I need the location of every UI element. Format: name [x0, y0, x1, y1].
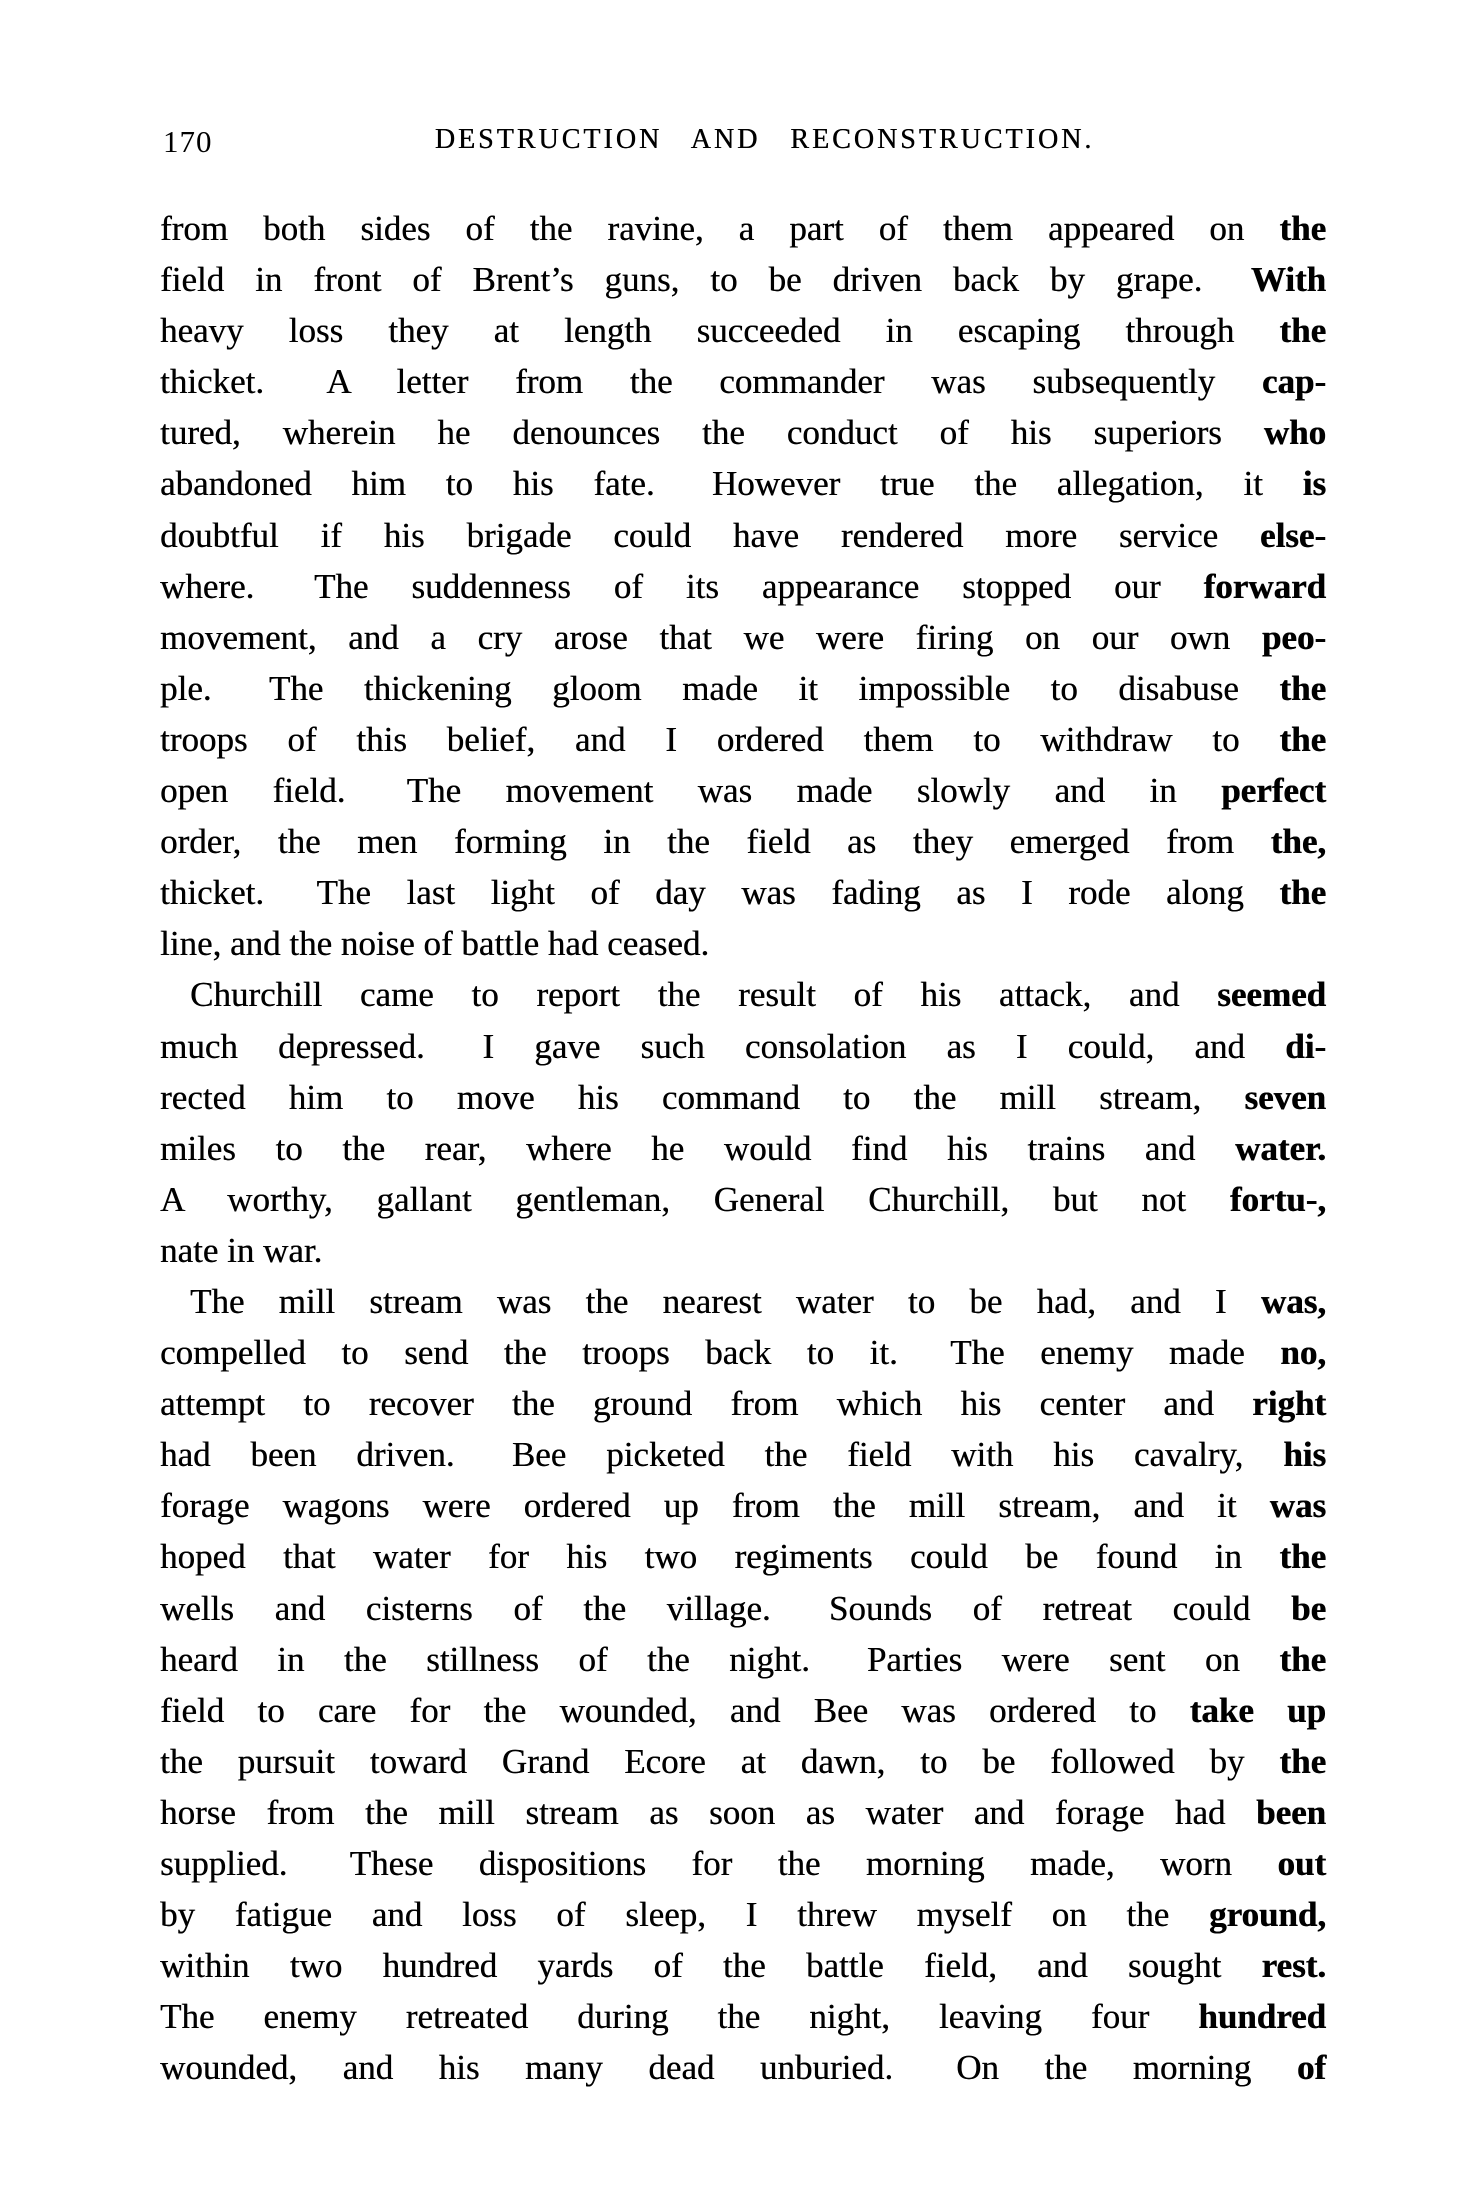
line-text: miles to the rear, where he would find his trains and: [160, 1128, 1235, 1168]
line-tail: peo-: [1261, 617, 1326, 657]
line-text: ple. The thickening gloom made it impossible to disabuse: [160, 668, 1280, 708]
line-text: where. The suddenness of its appearance stopped our: [160, 566, 1204, 606]
text-line: [160, 765, 1326, 816]
text-line: [160, 1123, 1326, 1174]
line-tail: forward: [1203, 566, 1326, 606]
line-text: wounded, and his many dead unburied. On the morning: [160, 2048, 1297, 2088]
text-line: [160, 1072, 1326, 1123]
text-line: [160, 510, 1326, 561]
line-tail: the: [1279, 1537, 1326, 1577]
line-tail: no,: [1280, 1333, 1326, 1373]
line-text: the pursuit toward Grand Ecore at dawn, to be followed by: [160, 1741, 1280, 1781]
running-title: DESTRUCTION AND RECONSTRUCTION.: [434, 124, 1095, 155]
line-text: field in front of Brent’s guns, to be driven back by grape.: [160, 260, 1251, 300]
line-text: line, and the noise of battle had ceased.: [160, 924, 710, 964]
line-tail: the,: [1270, 822, 1326, 862]
line-text: rected him to move his command to the mill stream,: [160, 1077, 1245, 1117]
line-text: The enemy retreated during the night, leaving four: [160, 1997, 1199, 2037]
text-line: [160, 561, 1326, 612]
line-text: horse from the mill stream as soon as water and forage had: [160, 1792, 1256, 1832]
line-text: order, the men forming in the field as they emerged from: [160, 822, 1271, 862]
line-tail: of: [1296, 2048, 1326, 2088]
text-line: [160, 1327, 1326, 1378]
line-tail: rest.: [1261, 1946, 1326, 1986]
text-line: [160, 1634, 1326, 1685]
line-text: by fatigue and loss of sleep, I threw myself on the: [160, 1895, 1209, 1935]
page-number: 170: [163, 124, 213, 159]
line-tail: was,: [1260, 1281, 1326, 1321]
line-text: abandoned him to his fate. However true the allegation, it: [160, 464, 1303, 504]
text-line: [160, 1685, 1326, 1736]
line-text: doubtful if his brigade could have rendered more service: [160, 515, 1260, 555]
line-text: from both sides of the ravine, a part of them appeared on: [160, 209, 1280, 248]
text-line: [160, 458, 1326, 509]
line-text: field to care for the wounded, and Bee was ordered to: [160, 1690, 1190, 1730]
line-text: wells and cisterns of the village. Sounds of retreat could: [160, 1588, 1291, 1628]
line-tail: is: [1302, 464, 1326, 504]
line-text: compelled to send the troops back to it. The enemy made: [160, 1333, 1281, 1373]
line-text: thicket. A letter from the commander was subsequently: [160, 362, 1262, 402]
line-tail: cap-: [1261, 362, 1326, 402]
line-tail: seemed: [1217, 975, 1326, 1015]
line-text: movement, and a cry arose that we were firing on our own: [160, 617, 1262, 657]
line-text: nate in war.: [160, 1230, 323, 1270]
line-tail: who: [1263, 413, 1326, 453]
line-tail: the: [1279, 311, 1326, 351]
line-tail: his: [1283, 1435, 1326, 1475]
text-line: [160, 1225, 1326, 1276]
line-tail: With: [1250, 260, 1326, 300]
line-tail: ground,: [1208, 1895, 1326, 1935]
line-tail: the: [1279, 719, 1326, 759]
line-tail: the: [1279, 873, 1326, 913]
line-tail: the: [1279, 209, 1326, 248]
line-text: thicket. The last light of day was fading as I rode along: [160, 873, 1280, 913]
text-line: [160, 1991, 1326, 2042]
line-text: supplied. These dispositions for the morning made, worn: [160, 1844, 1278, 1883]
text-line: [160, 1787, 1326, 1838]
text-line: [160, 1021, 1326, 1072]
text-line: [160, 305, 1326, 356]
text-line: [160, 1429, 1326, 1480]
line-tail: be: [1291, 1588, 1326, 1628]
line-text: forage wagons were ordered up from the mill stream, and it: [160, 1486, 1270, 1526]
line-text: hoped that water for his two regiments could be found in: [160, 1537, 1280, 1577]
line-text: heard in the stillness of the night. Parties were sent on: [160, 1639, 1280, 1679]
text-line: [160, 663, 1326, 714]
text-line: [160, 1940, 1326, 1991]
line-tail: take up: [1189, 1690, 1326, 1730]
line-text: Churchill came to report the result of his attack, and: [190, 975, 1218, 1015]
line-tail: seven: [1244, 1077, 1326, 1117]
text-line: [160, 1583, 1326, 1634]
text-line: [160, 1736, 1326, 1787]
line-text: The mill stream was the nearest water to be had, and I: [190, 1281, 1261, 1321]
line-tail: di-: [1285, 1026, 1326, 1066]
line-tail: water.: [1234, 1128, 1326, 1168]
text-line: [160, 1531, 1326, 1582]
line-tail: the: [1279, 668, 1326, 708]
text-line: [160, 356, 1326, 407]
text-line: [160, 203, 1326, 254]
text-line: [160, 1838, 1326, 1889]
line-text: within two hundred yards of the battle field, and sought: [160, 1946, 1262, 1986]
line-text: tured, wherein he denounces the conduct of his superiors: [160, 413, 1264, 453]
text-line: [160, 1276, 1326, 1327]
line-text: open field. The movement was made slowly and in: [160, 771, 1222, 811]
text-line: [160, 969, 1326, 1020]
line-tail: the: [1279, 1741, 1326, 1781]
line-tail: perfect: [1221, 771, 1326, 811]
line-text: attempt to recover the ground from which his center and: [160, 1384, 1253, 1424]
text-line: [160, 1378, 1326, 1429]
line-tail: right: [1252, 1384, 1326, 1424]
text-line: [160, 2042, 1326, 2093]
line-text: A worthy, gallant gentleman, General Churchill, but not: [160, 1179, 1230, 1219]
line-text: had been driven. Bee picketed the field with his cavalry,: [160, 1435, 1284, 1475]
line-tail: was: [1269, 1486, 1326, 1526]
line-tail: else-: [1259, 515, 1326, 555]
text-line: [160, 918, 1326, 969]
line-text: much depressed. I gave such consolation as I could, and: [160, 1026, 1286, 1066]
line-text: troops of this belief, and I ordered them to withdraw to: [160, 719, 1280, 759]
line-tail: fortu-,: [1229, 1179, 1326, 1219]
line-tail: the: [1279, 1639, 1326, 1679]
text-line: [160, 867, 1326, 918]
text-line: [160, 254, 1326, 305]
text-line: [160, 1174, 1326, 1225]
line-text: heavy loss they at length succeeded in escaping through: [160, 311, 1280, 351]
text-line: [160, 407, 1326, 458]
text-line: [160, 612, 1326, 663]
text-line: [160, 1480, 1326, 1531]
running-header: [163, 118, 1326, 162]
text-line: [160, 1889, 1326, 1940]
page-body: [160, 203, 1326, 2093]
text-line: [160, 714, 1326, 765]
line-tail: been: [1256, 1792, 1326, 1832]
line-tail: out: [1277, 1844, 1326, 1883]
line-tail: hundred: [1198, 1997, 1326, 2037]
text-line: [160, 816, 1326, 867]
